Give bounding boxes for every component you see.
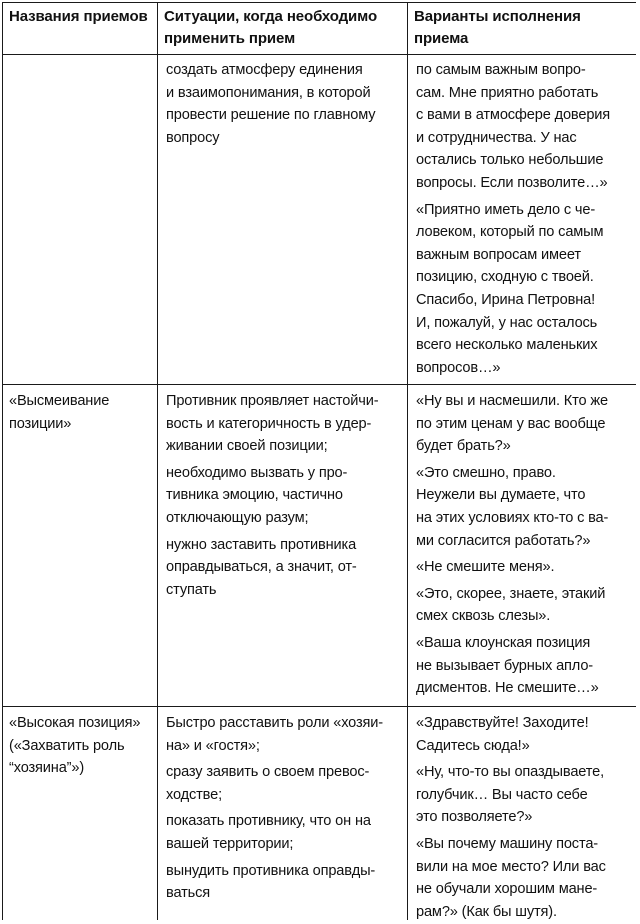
table-row [3, 55, 637, 385]
variant-text: по самым важным вопро- сам. Мне приятно работать с вами в атмосфере доверия и сотрудничества. У нас остались только небольшие вопросы. Если позволите…» [416, 62, 611, 191]
situations-cell [158, 385, 408, 707]
table-row [3, 385, 637, 707]
situation-text: показать противнику, что он на вашей территории; [166, 813, 371, 852]
variants-cell [408, 707, 637, 921]
variant-text: «Здравствуйте! Заходите! Садитесь сюда!» [416, 715, 589, 754]
variant-text: «Это, скорее, знаете, этакий смех сквозь слезы». [416, 585, 606, 625]
situation-text: вынудить противника оправды- ваться [166, 862, 376, 902]
header-technique-names: Названия приемов [3, 3, 158, 55]
technique-name: «Высмеивание позиции» [9, 393, 110, 432]
variant-text: «Это смешно, право. Неужели вы думаете, что на этих условиях кто-то с ва- ми согласится работать?» [416, 464, 609, 549]
situation-text: Противник проявляет настойчи- вость и категоричность в удер- живании своей позиции; [166, 393, 379, 455]
table-header-row [3, 3, 637, 55]
situation-text: Быстро расставить роли «хозяи- на» и «гостя»; [166, 715, 383, 754]
situation-text: сразу заявить о своем превос- ходстве; [166, 764, 370, 803]
header-variants: Варианты исполнения приема [408, 3, 637, 55]
document-page [2, 2, 636, 920]
table-row [3, 707, 637, 921]
technique-name: «Высокая позиция» («Захватить роль “хозяина”») [9, 715, 141, 777]
variant-text: «Приятно иметь дело с че- ловеком, который по самым важным вопросам имеет позицию, сходную с твоей. Спасибо, Ирина Петровна! И, пожалуй, у нас осталось всего несколько маленьких вопросов…» [416, 201, 604, 376]
variant-text: «Вы почему машину поста- вили на мое место? Или вас не обучали хорошим мане- рам?» (Как бы шутя). [416, 835, 606, 920]
header-situations: Ситуации, когда необходимо применить прием [158, 3, 408, 55]
situations-cell [158, 707, 408, 921]
variant-text: «Ваша клоунская позиция не вызывает бурных апло- дисментов. Не смешите…» [416, 634, 599, 697]
situation-text: создать атмосферу единения и взаимопонимания, в которой провести решение по главному вопросу [166, 62, 376, 146]
techniques-table [2, 2, 636, 920]
variant-text: «Не смешите меня». [416, 559, 555, 576]
variants-cell [408, 55, 637, 385]
technique-name-cell [3, 385, 158, 707]
situation-text: нужно заставить противника оправдываться, а значит, от- ступать [166, 536, 357, 598]
variant-text: «Ну вы и насмешили. Кто же по этим ценам у вас вообще будет брать?» [416, 393, 608, 455]
variants-cell [408, 385, 637, 707]
technique-name-cell [3, 707, 158, 921]
situations-cell [158, 55, 408, 385]
technique-name-cell [3, 55, 158, 385]
situation-text: необходимо вызвать у про- тивника эмоцию, частично отключающую разум; [166, 464, 348, 526]
variant-text: «Ну, что-то вы опаздываете, голубчик… Вы часто себе это позволяете?» [416, 764, 605, 826]
